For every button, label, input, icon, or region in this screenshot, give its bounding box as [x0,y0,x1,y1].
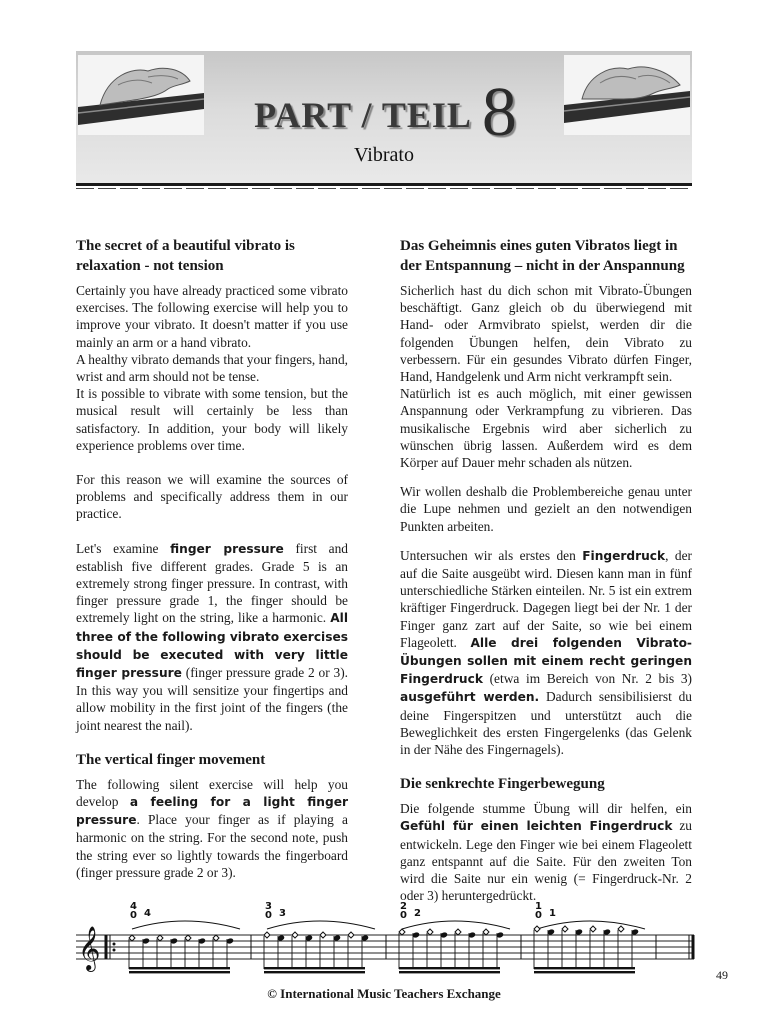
slur [132,921,240,929]
harmonic-note [483,929,489,935]
text-run: (finger pressure grade 2 or 3). In this way you will sensitize your fingertips and allow mobility in the first joint of the fingers (the joint nearest the nail). [76,665,348,733]
text-run: (etwa im Bereich von Nr. 2 bis 3) [482,671,692,687]
harmonic-note [590,926,596,932]
harmonic-note [399,929,405,935]
english-column [76,236,348,881]
fingering-top: 4 [130,901,137,912]
english-heading-relaxation: The secret of a beautiful vibrato is relaxation - not tension [76,238,295,274]
emphasis-fingerdruck: Fingerdruck [582,548,666,563]
repeat-dot [113,943,116,946]
fingering-top: 1 [535,901,542,912]
emphasis-all-three-exercises: All three of the following vibrato exercises should be executed with very little finger pressure [76,611,348,681]
treble-clef-icon: 𝄞 [78,926,101,970]
fingering-bottom: 0 [130,910,137,921]
note-beam [399,971,500,973]
harmonic-note [534,926,540,932]
harmonic-note [562,926,568,932]
german-paragraph-2: Natürlich ist es auch möglich, mit einer gewissen Anspannung oder Verkrampfung zu vibrieren. Das musikalische Ergebnis wird aber sicherlich zu wünschen übrig lassen. Außerdem wird es dem Körper auf Dauer mehr schaden als nützen. [400,386,692,471]
text-run: The following silent exercise will help you develop [76,776,348,810]
slur [402,921,510,929]
note-beam [264,971,365,973]
page-number: 49 [716,968,728,982]
harmonic-note [455,929,461,935]
harmonic-note [264,932,270,938]
emphasis-light-pressure: a feeling for a light finger pressure [76,795,348,828]
german-heading-entspannung: Das Geheimnis eines guten Vibratos liegt in der Entspannung – nicht in der Anspannung [400,238,685,274]
english-paragraph-2: A healthy vibrato demands that your fingers, hand, wrist and arm should not be tense. [76,351,348,385]
chapter-subtitle: Vibrato [354,144,414,166]
text-run: first and establish five different grades. Grade 5 is an extremely strong finger pressure. In contrast, with finger pressure grade 1, the finger should be extremely light on the string, like a harmonic. [76,540,348,626]
harmonic-note [185,935,191,941]
german-paragraph-fingerdruck [400,547,692,758]
german-paragraph-1: Sicherlich hast du dich schon mit Vibrato-Übungen beschäftigt. Ganz gleich ob du überwiegend mit Hand- oder Armvibrato spielst, werden dir die folgenden Übungen helfen, dein Vibrato zu verbessern. Für ein gesundes Vibrato dürfen Finger, Hand, Handgelenk und Arm nicht verkrampft sein. [400,283,692,385]
english-paragraph-1: Certainly you have already practiced some vibrato exercises. The following exercise will help you to improve your vibrato. It doesn't matter if you use mainly an arm or a hand vibrato. [76,283,348,350]
music-staff-exercise [76,895,696,980]
music-staff-svg [76,895,696,980]
note-beam [129,971,230,973]
fingering-top: 2 [400,901,407,912]
fingering-top: 3 [265,901,272,912]
english-paragraph-silent-exercise [76,776,348,881]
repeat-dot [113,949,116,952]
fingering-bottom: 0 [535,910,542,921]
header-rule [76,183,692,186]
german-heading-senkrechte-bewegung: Die senkrechte Fingerbewegung [400,776,605,793]
finger-number: 4 [144,908,151,919]
emphasis-finger-pressure: finger pressure [170,541,284,556]
emphasis-alle-drei-uebungen: Alle drei folgenden Vibrato-Übungen sollen mit einem recht geringen Fingerdruck [400,635,692,687]
harmonic-note [348,932,354,938]
harmonic-note [618,926,624,932]
finger-number: 1 [549,908,556,919]
text-run: . Place your finger as if playing a harmonic on the string. For the second note, push the string ever so lightly towards the fingerboard (finger pressure grade 2 or 3). [76,812,348,880]
english-paragraph-4: For this reason we will examine the sources of problems and specifically address them in our practice. [76,472,348,522]
text-run: Dadurch sensibilisierst du deine Fingerspitzen und unterstützt auch die Beweglichkeit des ersten Fingergelenks (das Gelenk in der Nähe des Fingernagels). [400,689,692,758]
note-beam [534,971,635,973]
text-run: zu entwickeln. Lege den Finger wie bei einem Flageolett ganz entspannt auf die Saite. Für den zweiten Ton wird die Saite nur ein wenig (= Fingerdruck-Nr. 2 oder 3) heruntergedrückt. [400,818,692,904]
copyright-notice: © International Music Teachers Exchange [267,986,501,1001]
note-beam [264,967,365,969]
hand-on-violin-photo-left [78,55,204,135]
chapter-banner [76,51,692,184]
harmonic-note [320,932,326,938]
harmonic-note [129,935,135,941]
text-run: , der auf die Saite ausgeübt wird. Diesen kann man in fünf unterschiedliche Stärken einteilen. Nr. 5 ist ein extrem kräftiger Fingerdruck. Dagegen liegt bei der Nr. 1 der Finger ganz zart auf der Saite, so wie bei einem Flageolett. [400,547,692,650]
finger-number: 3 [279,908,286,919]
header-rule-dashed [76,188,692,189]
english-paragraph-3: It is possible to vibrate with some tension, but the musical result will certainly be less than satisfactory. In addition, your body will likely experience problems over time. [76,386,348,453]
part-number: 8 [481,74,518,151]
slur [267,921,375,929]
text-run: Die folgende stumme Übung will dir helfen, ein [400,801,692,817]
note-beam [399,967,500,969]
harmonic-note [157,935,163,941]
english-paragraph-finger-pressure [76,540,348,734]
english-heading-vertical-movement: The vertical finger movement [76,751,266,768]
harmonic-note [213,935,219,941]
note-beam [534,967,635,969]
harmonic-note [427,929,433,935]
note-beam [129,967,230,969]
finger-number: 2 [414,908,421,919]
german-column [400,236,692,905]
part-title [236,73,536,153]
text-run: Untersuchen wir als erstes den [400,547,583,563]
fingering-bottom: 0 [400,910,407,921]
emphasis-gefuehl: Gefühl für einen leichten Fingerdruck [400,819,673,834]
fingering-bottom: 0 [265,910,272,921]
german-paragraph-3: Wir wollen deshalb die Problembereiche genau unter die Lupe nehmen und gezielt an den notwendigen Punkten arbeiten. [400,484,692,534]
emphasis-ausgefuehrt: ausgeführt werden. [400,690,540,705]
harmonic-note [292,932,298,938]
german-paragraph-stumme-uebung [400,800,692,904]
part-title-text: PART / TEIL [254,95,472,135]
text-run: Let's examine [76,540,171,556]
hand-on-violin-photo-right [564,55,690,135]
